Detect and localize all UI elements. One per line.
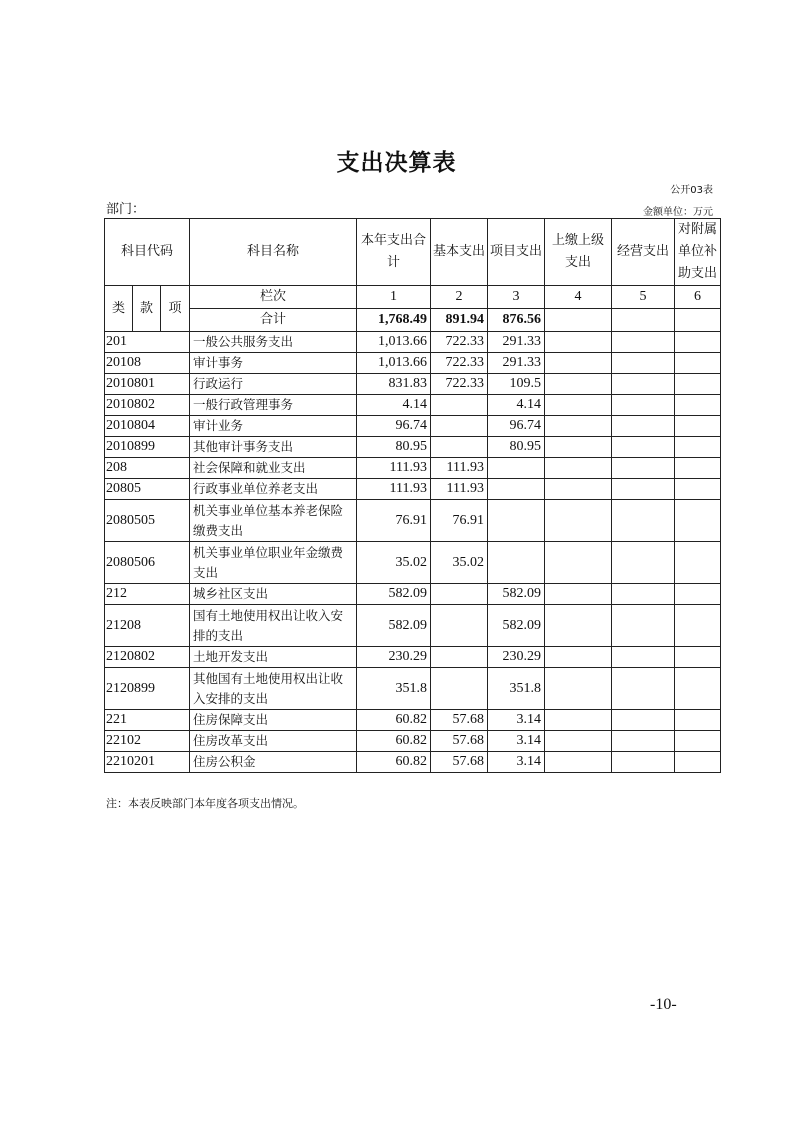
row-subsidy	[675, 395, 721, 416]
row-subsidy	[675, 710, 721, 731]
row-total: 60.82	[357, 731, 431, 752]
col-number-6: 6	[675, 286, 721, 309]
row-upper	[545, 332, 612, 353]
row-basic: 76.91	[431, 500, 488, 542]
header-subsidy: 对附属单位补助支出	[675, 219, 721, 286]
row-basic: 57.68	[431, 710, 488, 731]
row-basic	[431, 605, 488, 647]
table-row	[105, 479, 721, 500]
row-name: 社会保障和就业支出	[190, 458, 357, 479]
row-subsidy	[675, 416, 721, 437]
row-subsidy	[675, 374, 721, 395]
table-row	[105, 395, 721, 416]
row-upper	[545, 668, 612, 710]
row-business	[612, 437, 675, 458]
row-total: 80.95	[357, 437, 431, 458]
row-code: 2120899	[105, 668, 190, 710]
summary-basic: 891.94	[431, 309, 488, 332]
row-business	[612, 500, 675, 542]
row-business	[612, 668, 675, 710]
row-business	[612, 710, 675, 731]
row-total: 1,013.66	[357, 353, 431, 374]
row-total: 35.02	[357, 542, 431, 584]
row-business	[612, 542, 675, 584]
row-project: 291.33	[488, 332, 545, 353]
row-subsidy	[675, 647, 721, 668]
row-upper	[545, 395, 612, 416]
row-code: 2010802	[105, 395, 190, 416]
column-number-row	[105, 286, 721, 309]
row-total: 351.8	[357, 668, 431, 710]
row-code: 20108	[105, 353, 190, 374]
row-name: 行政运行	[190, 374, 357, 395]
table-row	[105, 752, 721, 773]
row-basic	[431, 437, 488, 458]
row-total: 60.82	[357, 752, 431, 773]
table-row	[105, 416, 721, 437]
header-lei: 类	[105, 286, 133, 332]
table-row	[105, 668, 721, 710]
row-business	[612, 416, 675, 437]
summary-project: 876.56	[488, 309, 545, 332]
row-subsidy	[675, 500, 721, 542]
row-subsidy	[675, 332, 721, 353]
row-upper	[545, 374, 612, 395]
row-project: 351.8	[488, 668, 545, 710]
row-subsidy	[675, 458, 721, 479]
row-code: 2080505	[105, 500, 190, 542]
row-code: 2120802	[105, 647, 190, 668]
summary-upper	[545, 309, 612, 332]
row-business	[612, 752, 675, 773]
row-total: 111.93	[357, 458, 431, 479]
row-business	[612, 395, 675, 416]
row-project: 4.14	[488, 395, 545, 416]
header-upper: 上缴上级支出	[545, 219, 612, 286]
summary-business	[612, 309, 675, 332]
row-code: 2080506	[105, 542, 190, 584]
row-name: 国有土地使用权出让收入安排的支出	[190, 605, 357, 647]
row-upper	[545, 647, 612, 668]
table-row	[105, 458, 721, 479]
row-basic: 35.02	[431, 542, 488, 584]
row-basic: 111.93	[431, 479, 488, 500]
row-project: 109.5	[488, 374, 545, 395]
table-row	[105, 332, 721, 353]
row-code: 221	[105, 710, 190, 731]
row-total: 4.14	[357, 395, 431, 416]
row-subsidy	[675, 605, 721, 647]
row-total: 582.09	[357, 605, 431, 647]
row-business	[612, 458, 675, 479]
row-code: 2010899	[105, 437, 190, 458]
page-title: 支出决算表	[336, 150, 457, 176]
row-name: 住房改革支出	[190, 731, 357, 752]
table-row	[105, 731, 721, 752]
row-subsidy	[675, 542, 721, 584]
row-project	[488, 500, 545, 542]
row-project: 3.14	[488, 731, 545, 752]
table-row	[105, 437, 721, 458]
row-upper	[545, 605, 612, 647]
row-project	[488, 479, 545, 500]
table-row	[105, 353, 721, 374]
row-basic	[431, 647, 488, 668]
header-code: 科目代码	[105, 219, 190, 286]
row-basic	[431, 416, 488, 437]
header-row-no: 栏次	[190, 286, 357, 309]
header-xiang: 项	[161, 286, 190, 332]
row-name: 机关事业单位基本养老保险缴费支出	[190, 500, 357, 542]
table-row	[105, 605, 721, 647]
row-business	[612, 353, 675, 374]
row-name: 土地开发支出	[190, 647, 357, 668]
row-project: 80.95	[488, 437, 545, 458]
row-subsidy	[675, 584, 721, 605]
row-code: 2010801	[105, 374, 190, 395]
department-label: 部门：	[106, 202, 146, 217]
header-row	[105, 219, 721, 286]
row-name: 住房保障支出	[190, 710, 357, 731]
row-name: 一般公共服务支出	[190, 332, 357, 353]
table-row	[105, 584, 721, 605]
row-basic	[431, 395, 488, 416]
table-row	[105, 710, 721, 731]
row-business	[612, 374, 675, 395]
row-total: 111.93	[357, 479, 431, 500]
row-code: 212	[105, 584, 190, 605]
row-basic: 57.68	[431, 752, 488, 773]
row-project	[488, 458, 545, 479]
row-project: 582.09	[488, 584, 545, 605]
row-subsidy	[675, 752, 721, 773]
row-basic: 722.33	[431, 374, 488, 395]
col-number-5: 5	[612, 286, 675, 309]
row-basic: 111.93	[431, 458, 488, 479]
header-name: 科目名称	[190, 219, 357, 286]
row-upper	[545, 416, 612, 437]
row-project: 96.74	[488, 416, 545, 437]
summary-total: 1,768.49	[357, 309, 431, 332]
row-code: 20805	[105, 479, 190, 500]
expenditure-table	[104, 218, 721, 773]
row-upper	[545, 542, 612, 584]
summary-subsidy	[675, 309, 721, 332]
row-name: 住房公积金	[190, 752, 357, 773]
row-basic: 722.33	[431, 353, 488, 374]
col-number-1: 1	[357, 286, 431, 309]
row-upper	[545, 500, 612, 542]
table-note: 注：本表反映部门本年度各项支出情况。	[106, 797, 304, 810]
row-upper	[545, 752, 612, 773]
row-total: 831.83	[357, 374, 431, 395]
header-project: 项目支出	[488, 219, 545, 286]
row-business	[612, 479, 675, 500]
row-subsidy	[675, 668, 721, 710]
row-code: 208	[105, 458, 190, 479]
row-project: 3.14	[488, 752, 545, 773]
row-name: 审计事务	[190, 353, 357, 374]
row-total: 230.29	[357, 647, 431, 668]
row-basic	[431, 668, 488, 710]
row-upper	[545, 479, 612, 500]
col-number-2: 2	[431, 286, 488, 309]
row-project	[488, 542, 545, 584]
row-business	[612, 605, 675, 647]
table-row	[105, 542, 721, 584]
row-code: 2010804	[105, 416, 190, 437]
row-upper	[545, 710, 612, 731]
row-basic: 722.33	[431, 332, 488, 353]
row-basic: 57.68	[431, 731, 488, 752]
row-code: 22102	[105, 731, 190, 752]
row-upper	[545, 584, 612, 605]
header-business: 经营支出	[612, 219, 675, 286]
row-name: 审计业务	[190, 416, 357, 437]
row-subsidy	[675, 353, 721, 374]
row-name: 机关事业单位职业年金缴费支出	[190, 542, 357, 584]
row-total: 96.74	[357, 416, 431, 437]
row-business	[612, 647, 675, 668]
row-upper	[545, 437, 612, 458]
row-business	[612, 584, 675, 605]
row-name: 一般行政管理事务	[190, 395, 357, 416]
row-subsidy	[675, 437, 721, 458]
row-code: 2210201	[105, 752, 190, 773]
row-code: 21208	[105, 605, 190, 647]
row-business	[612, 332, 675, 353]
col-number-3: 3	[488, 286, 545, 309]
summary-label: 合计	[190, 309, 357, 332]
row-upper	[545, 731, 612, 752]
row-business	[612, 731, 675, 752]
unit-label: 金额单位：万元	[643, 207, 713, 218]
table-row	[105, 647, 721, 668]
row-name: 其他审计事务支出	[190, 437, 357, 458]
row-code: 201	[105, 332, 190, 353]
row-project: 291.33	[488, 353, 545, 374]
row-total: 76.91	[357, 500, 431, 542]
header-kuan: 款	[133, 286, 161, 332]
page-number: -10-	[650, 996, 677, 1013]
row-upper	[545, 353, 612, 374]
col-number-4: 4	[545, 286, 612, 309]
row-upper	[545, 458, 612, 479]
row-subsidy	[675, 731, 721, 752]
row-basic	[431, 584, 488, 605]
row-subsidy	[675, 479, 721, 500]
row-project: 3.14	[488, 710, 545, 731]
row-total: 1,013.66	[357, 332, 431, 353]
row-project: 582.09	[488, 605, 545, 647]
row-name: 城乡社区支出	[190, 584, 357, 605]
row-name: 其他国有土地使用权出让收入安排的支出	[190, 668, 357, 710]
table-row	[105, 500, 721, 542]
row-total: 582.09	[357, 584, 431, 605]
row-total: 60.82	[357, 710, 431, 731]
header-basic: 基本支出	[431, 219, 488, 286]
row-project: 230.29	[488, 647, 545, 668]
row-name: 行政事业单位养老支出	[190, 479, 357, 500]
form-number: 公开03表	[670, 185, 713, 196]
table-row	[105, 374, 721, 395]
summary-row	[105, 309, 721, 332]
header-total: 本年支出合计	[357, 219, 431, 286]
